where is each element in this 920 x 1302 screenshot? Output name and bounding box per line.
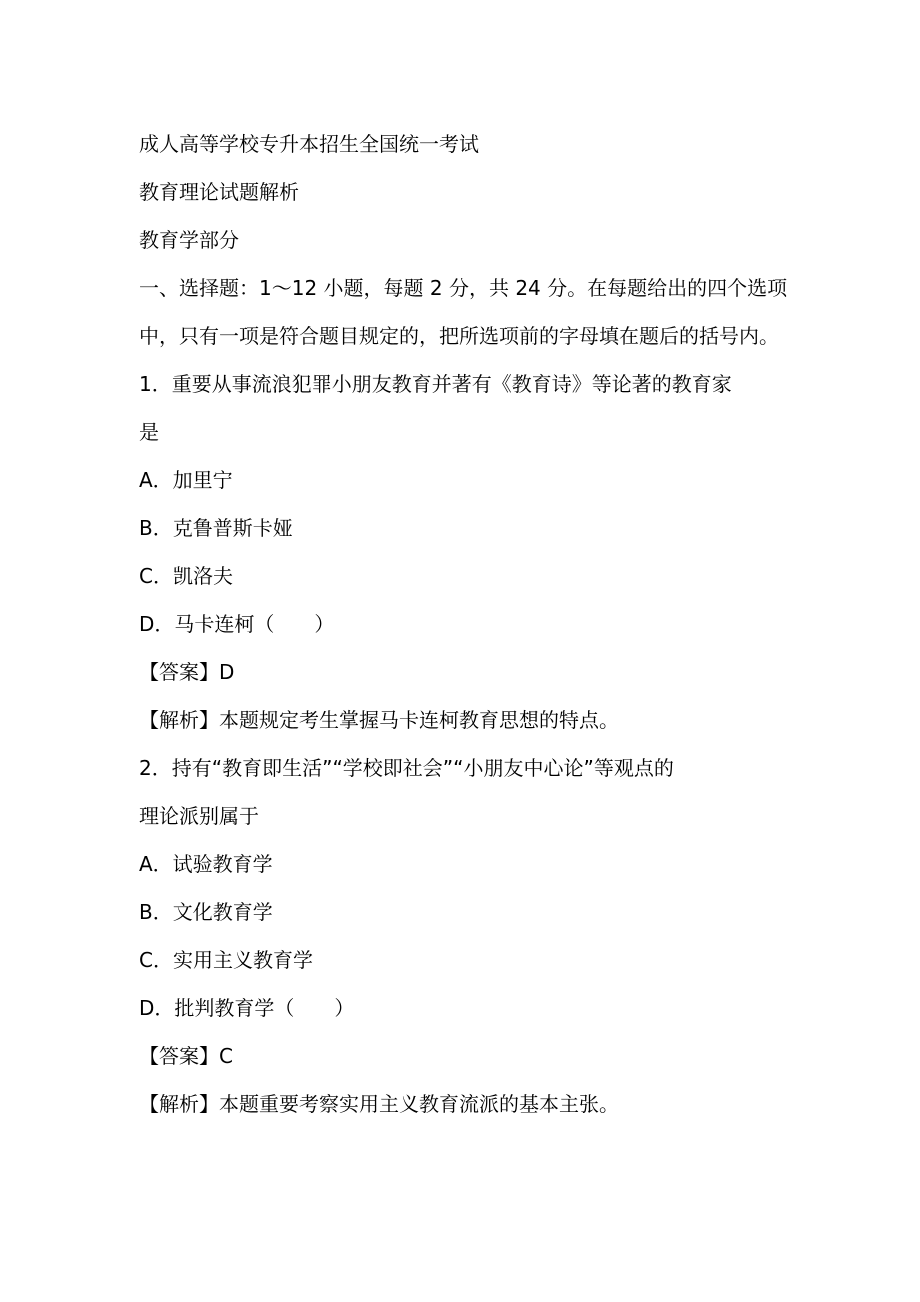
option-d: D．马卡连柯（ ） [139, 612, 335, 636]
document-page [139, 120, 789, 1128]
answer-line: 【答案】D [139, 660, 235, 684]
answer-line: 【答案】C [139, 1044, 233, 1068]
question-1 [139, 360, 789, 744]
instruction-paragraph: 一、选择题：1～12 小题，每题 2 分，共 24 分。在每题给出的四个选项中，只有一项是符合题目规定的，把所选项前的字母填在题后的括号内。 [139, 276, 788, 348]
option-c: C．实用主义教育学 [139, 948, 313, 972]
option-c: C．凯洛夫 [139, 564, 233, 588]
analysis-line: 【解析】本题规定考生掌握马卡连柯教育思想的特点。 [139, 708, 619, 732]
document-subtitle: 教育理论试题解析 [139, 180, 299, 204]
analysis-line: 【解析】本题重要考察实用主义教育流派的基本主张。 [139, 1092, 619, 1116]
option-a: A．试验教育学 [139, 852, 273, 876]
option-d: D．批判教育学（ ） [139, 996, 355, 1020]
option-a: A．加里宁 [139, 468, 233, 492]
question-2 [139, 744, 789, 1128]
section-heading: 教育学部分 [139, 228, 239, 252]
question-stem-line: 2．持有“教育即生活”“学校即社会”“小朋友中心论”等观点的 [139, 756, 674, 780]
question-stem-line: 1．重要从事流浪犯罪小朋友教育并著有《教育诗》等论著的教育家 [139, 372, 732, 396]
question-stem-line: 是 [139, 420, 159, 444]
question-stem-line: 理论派别属于 [139, 804, 259, 828]
document-title: 成人高等学校专升本招生全国统一考试 [139, 132, 479, 156]
option-b: B．克鲁普斯卡娅 [139, 516, 293, 540]
option-b: B．文化教育学 [139, 900, 273, 924]
